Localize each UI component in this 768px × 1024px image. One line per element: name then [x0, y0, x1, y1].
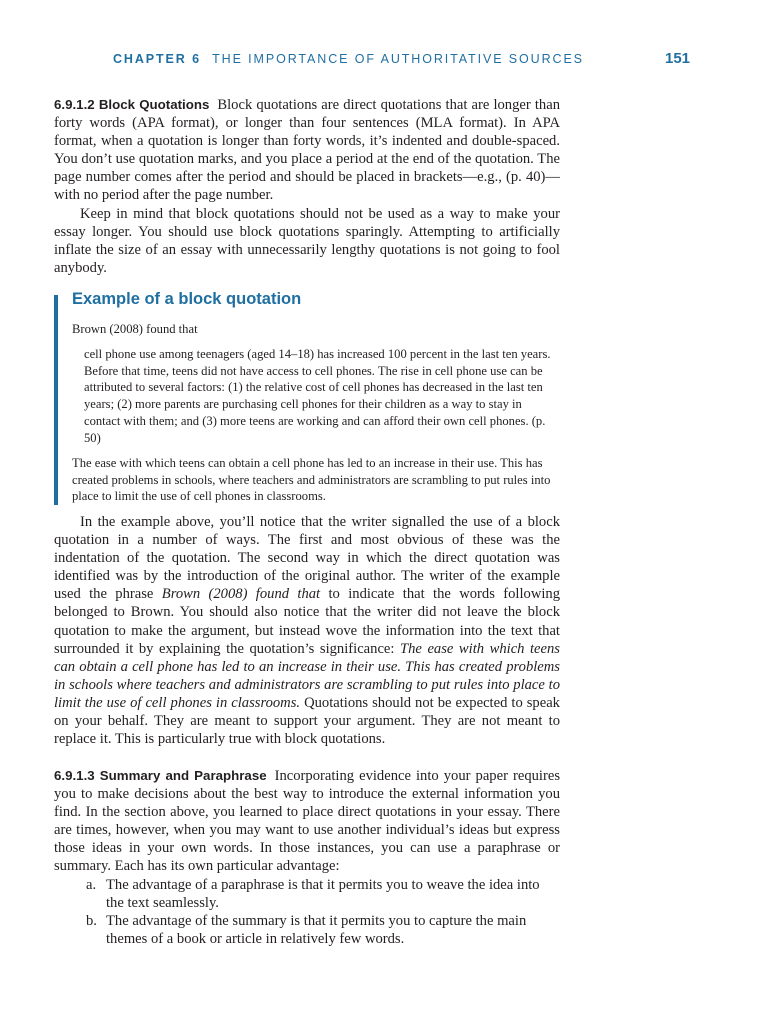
- example-accent-bar: [54, 295, 58, 505]
- discussion-text-3: Quotations should not be expected to speak on your behalf. They are meant to support your argument. They are not meant to replace it. This is particularly true with block quotations.: [54, 694, 560, 748]
- discussion-text-2: to indicate that the words following belonged to Brown. You should also notice that the writer did not leave the block quotation to make the argument, but instead wove the information into the text that surrounded it by explaining the quotation’s significance:: [54, 586, 561, 657]
- example-title: Example of a block quotation: [72, 290, 302, 308]
- block-quotations-section: [54, 96, 560, 277]
- summary-text: Incorporating evidence into your paper requires you to make decisions about the best way to introduce the external information you find. In the section above, you learned to place direct quotations in your essay. There are times, however, when you may want to use another individual’s ideas but express those ideas in your own words. In those instances, you can use a paraphrase or summary. Each has its own particular advantage:: [54, 768, 560, 875]
- list-item: [54, 912, 560, 948]
- list-marker: b.: [86, 912, 97, 929]
- section-heading-summary: 6.9.1.3 Summary and Paraphrase: [54, 768, 267, 783]
- block-quotations-paragraph: [54, 96, 560, 205]
- discussion-paragraph: [54, 513, 560, 748]
- running-head-title: [113, 52, 584, 66]
- block-quotations-text: Block quotations are direct quotations that are longer than forty words (APA format), or longer than four sentences (MLA format). In APA format, when a quotation is longer than forty words, it’s indented and double-spaced. You don’t use quotation marks, and you place a period at the end of the quotation. The page number comes after the period and should be placed in brackets—e.g., (p. 40)—with no period after the page number.: [54, 97, 560, 204]
- block-quotations-paragraph-2: Keep in mind that block quotations should not be used as a way to make your essay longer. You should use block quotations sparingly. Attempting to artificially inflate the size of an essay with unnecessarily lengthy quotations is not going to fool anybody.: [54, 205, 560, 276]
- discussion-text-1: In the example above, you’ll notice that the writer signalled the use of a block quotation in a number of ways. The first and most obvious of these was the indentation of the quotation. The second way in which the direct quotation was identified was by the introduction of the original author. The writer of the example used the phrase: [54, 514, 560, 603]
- example-commentary: The ease with which teens can obtain a cell phone has led to an increase in their use. This has created problems in schools, where teachers and administrators are scrambling to put rules into place to limit the use of cell phones in classrooms.: [72, 456, 551, 504]
- chapter-label: CHAPTER 6: [113, 52, 201, 66]
- example-block-quote: cell phone use among teenagers (aged 14–18) has increased 100 percent in the last ten years. Before that time, teens did not have access to cell phones. The rise in cell phone use can be attributed to several factors: (1) the relative cost of cell phones has decreased in the last ten years; (2) more parents are purchasing cell phones for their children as a way to stay in contact with them; and (3) more teens are working and can afford their own cell phones. (p. 50): [84, 347, 551, 445]
- section-heading-block-quotations: 6.9.1.2 Block Quotations: [54, 97, 210, 112]
- discussion-italic-phrase: Brown (2008) found that: [161, 586, 321, 603]
- discussion-section: [54, 513, 560, 748]
- list-marker: a.: [86, 876, 97, 893]
- example-box: [54, 290, 560, 506]
- summary-paragraph: [54, 767, 560, 876]
- discussion-italic-quote: The ease with which teens can obtain a cell phone has led to an increase in their use. This has created problems in schools where teachers and administrators are scrambling to put rules into place to limit the use of cell phones in classrooms.: [54, 640, 560, 711]
- example-intro: Brown (2008) found that: [72, 322, 198, 336]
- list-item-text: The advantage of a paraphrase is that it permits you to weave the idea into the text seamlessly.: [106, 876, 540, 911]
- list-item: [54, 876, 560, 912]
- advantages-list: [54, 876, 560, 948]
- chapter-title: THE IMPORTANCE OF AUTHORITATIVE SOURCES: [212, 52, 584, 66]
- running-head: [0, 49, 768, 71]
- summary-section: [54, 767, 560, 948]
- list-item-text: The advantage of the summary is that it permits you to capture the main themes of a book or article in relatively few words.: [106, 912, 527, 947]
- page-number: 151: [665, 50, 691, 67]
